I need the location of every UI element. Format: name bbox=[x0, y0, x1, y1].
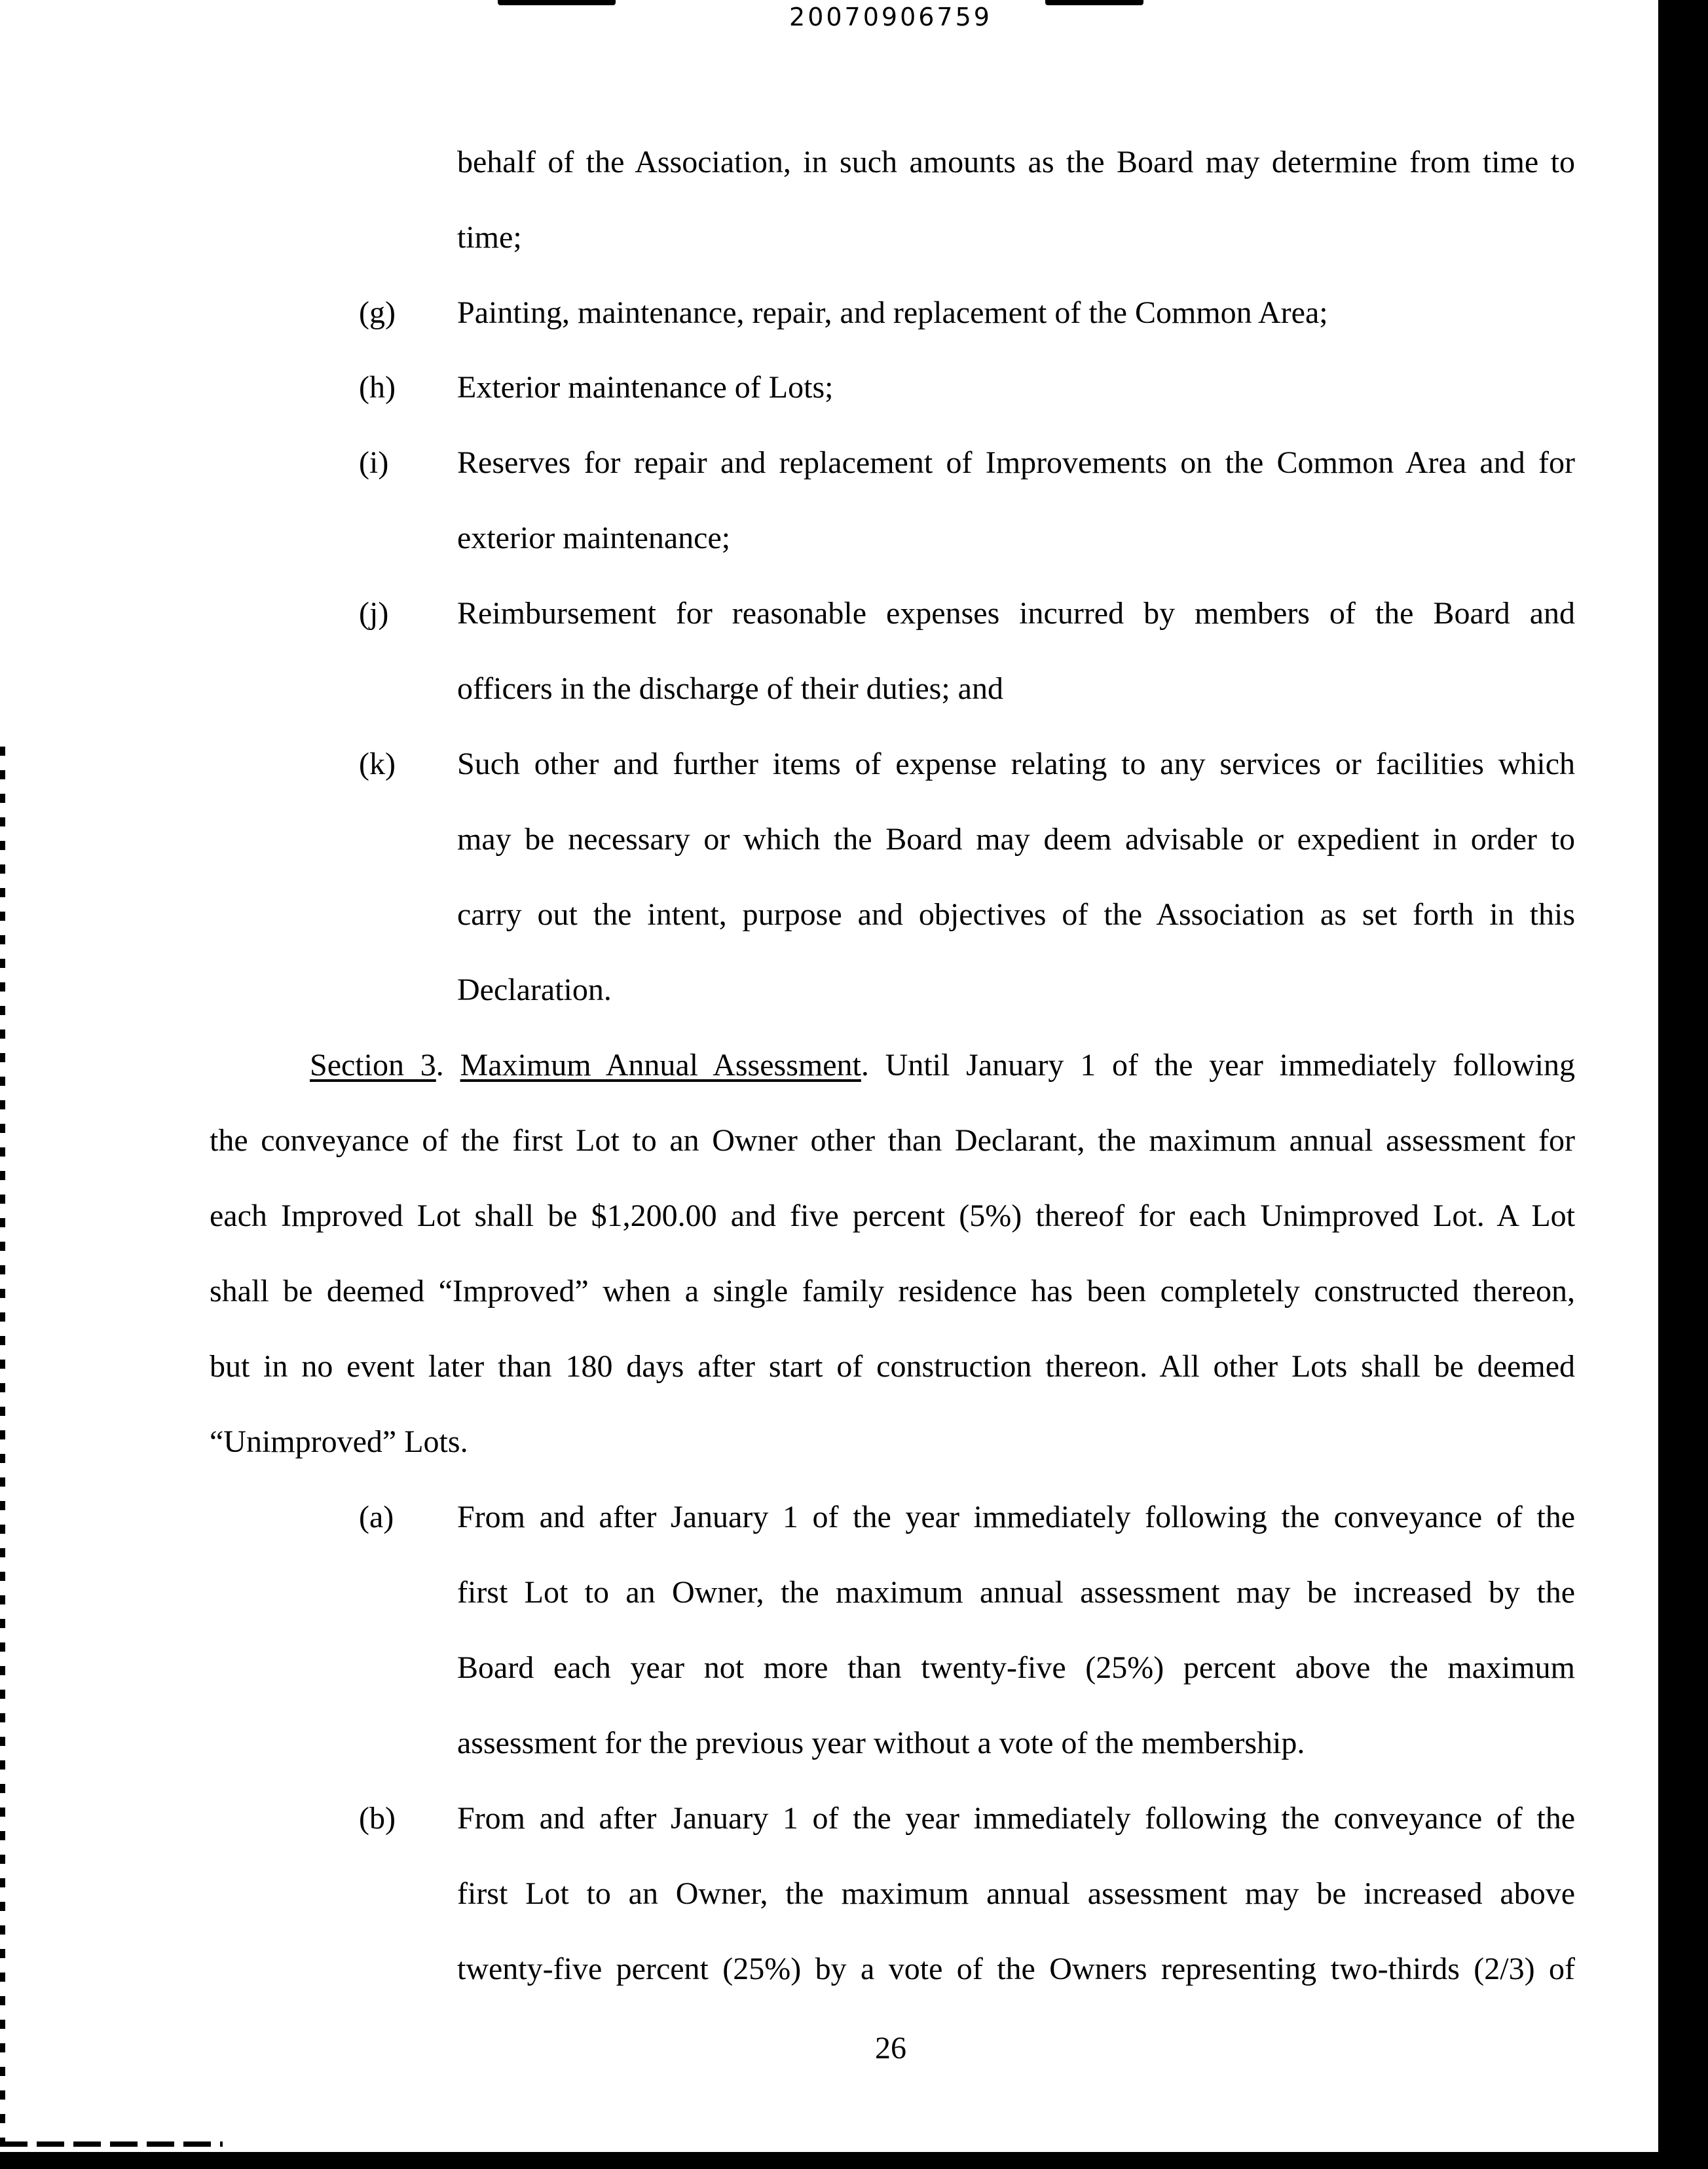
section-3-line: the conveyance of the first Lot to an Owner other than Declarant, the maximum annual assessment for bbox=[210, 1123, 1575, 1158]
item-marker: (k) bbox=[359, 747, 396, 781]
section-3-line: each Improved Lot shall be $1,200.00 and five percent (5%) thereof for each Unimproved Lot. A Lot bbox=[210, 1198, 1575, 1233]
scan-edge-bottom-dashes bbox=[0, 2141, 223, 2147]
subitem-marker: (a) bbox=[359, 1500, 394, 1534]
subitem-line: From and after January 1 of the year immediately following the conveyance of the bbox=[457, 1801, 1575, 1836]
section-label: Section 3 bbox=[310, 1048, 436, 1083]
item-line: exterior maintenance; bbox=[457, 521, 731, 555]
item-line: Painting, maintenance, repair, and replacement of the Common Area; bbox=[457, 295, 1328, 330]
scan-edge-left bbox=[0, 747, 5, 2148]
item-marker: (g) bbox=[359, 295, 396, 330]
scan-border-bottom bbox=[0, 2152, 1708, 2169]
section-3-line: “Unimproved” Lots. bbox=[210, 1424, 468, 1459]
item-marker: (h) bbox=[359, 370, 396, 405]
subitem-line: From and after January 1 of the year immediately following the conveyance of the bbox=[457, 1500, 1575, 1534]
subitem-line: twenty-five percent (25%) by a vote of the Owners representing two-thirds (2/3) of bbox=[457, 1952, 1575, 1986]
subitem-line: first Lot to an Owner, the maximum annual assessment may be increased by the bbox=[457, 1575, 1575, 1610]
item-line: Reimbursement for reasonable expenses incurred by members of the Board and bbox=[457, 596, 1575, 631]
section-3-first-line: Section 3. Maximum Annual Assessment. Until January 1 of the year immediately following bbox=[310, 1048, 1576, 1083]
item-line: may be necessary or which the Board may deem advisable or expedient in order to bbox=[457, 822, 1575, 857]
subitem-marker: (b) bbox=[359, 1801, 396, 1836]
document-number: 20070906759 bbox=[789, 3, 992, 31]
item-line: officers in the discharge of their duties; and bbox=[457, 671, 1003, 706]
section-text: Until January 1 of the year immediately following bbox=[885, 1048, 1576, 1083]
subitem-line: first Lot to an Owner, the maximum annual assessment may be increased above bbox=[457, 1876, 1575, 1911]
item-continued-line: time; bbox=[457, 220, 522, 255]
subitem-line: Board each year not more than twenty-five (25%) percent above the maximum bbox=[457, 1650, 1575, 1685]
page-number: 26 bbox=[875, 2031, 906, 2066]
item-marker: (j) bbox=[359, 596, 389, 631]
subitem-line: assessment for the previous year without a vote of the membership. bbox=[457, 1726, 1305, 1760]
section-3-line: but in no event later than 180 days after start of construction thereon. All other Lots shall be deemed bbox=[210, 1349, 1575, 1384]
item-marker: (i) bbox=[359, 445, 389, 480]
item-line: Declaration. bbox=[457, 973, 612, 1007]
item-line: Such other and further items of expense relating to any services or facilities which bbox=[457, 747, 1575, 781]
item-continued-line: behalf of the Association, in such amounts as the Board may determine from time to bbox=[457, 145, 1575, 179]
item-line: Exterior maintenance of Lots; bbox=[457, 370, 834, 405]
item-line: Reserves for repair and replacement of Improvements on the Common Area and for bbox=[457, 445, 1575, 480]
section-3-line: shall be deemed “Improved” when a single family residence has been completely constructed thereon, bbox=[210, 1274, 1575, 1308]
item-line: carry out the intent, purpose and objectives of the Association as set forth in this bbox=[457, 897, 1575, 932]
scan-border-right bbox=[1658, 0, 1708, 2169]
section-heading: Maximum Annual Assessment bbox=[460, 1048, 861, 1083]
